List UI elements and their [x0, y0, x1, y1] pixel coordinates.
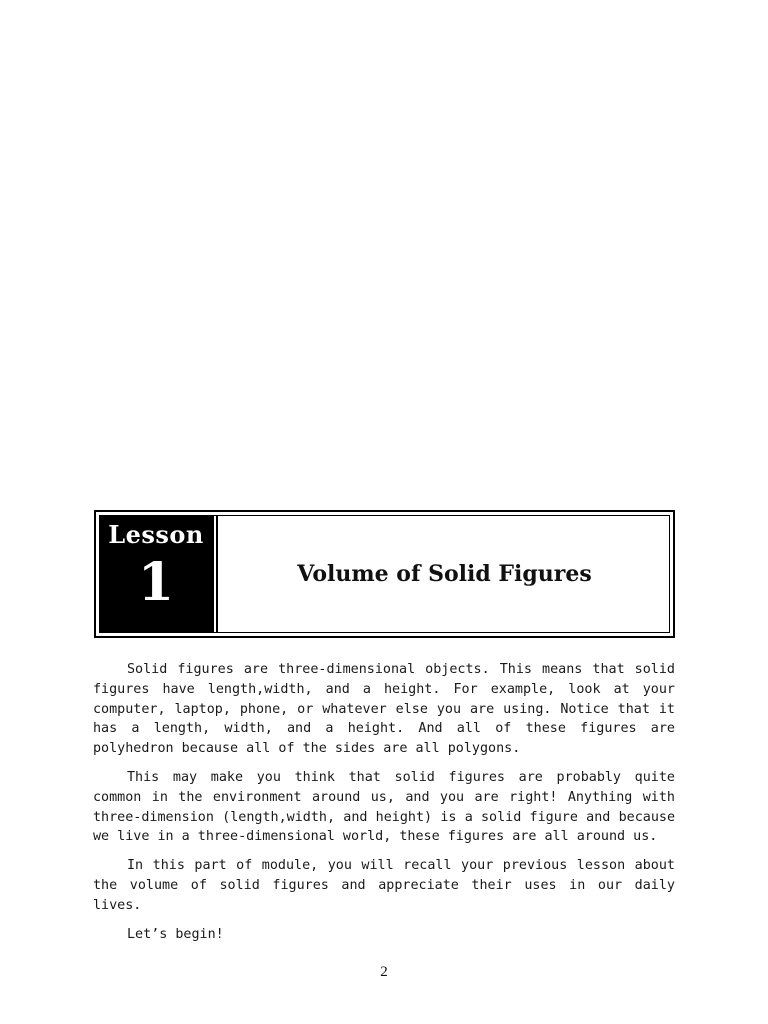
lesson-title: Volume of Solid Figures — [297, 561, 592, 587]
lesson-title-area — [216, 516, 669, 632]
lesson-number: 1 — [137, 552, 175, 613]
page-number: 2 — [380, 964, 388, 980]
lesson-header-inner — [99, 515, 670, 633]
lesson-body — [93, 660, 675, 953]
lesson-badge — [100, 516, 214, 632]
lesson-header-box — [94, 510, 675, 638]
paragraph-2: This may make you think that solid figures are probably quite common in the environment around us, and you are right! Anything with three-dimension (length,width, and height) is a solid figure and because we live in a three-dimensional world, these figures are all around us. — [93, 769, 675, 845]
paragraph-3: In this part of module, you will recall your previous lesson about the volume of solid figures and appreciate their uses in our daily lives. — [93, 858, 675, 913]
lesson-label: Lesson — [108, 520, 204, 549]
paragraph-4: Let’s begin! — [127, 926, 224, 942]
paragraph-1: Solid figures are three-dimensional objects. This means that solid figures have length,width, and a height. For example, look at your computer, laptop, phone, or whatever else you are using. Notice that it has a length, width, and a height. And all of these figures are polyhedron because all of the sides are all polygons. — [93, 662, 675, 757]
